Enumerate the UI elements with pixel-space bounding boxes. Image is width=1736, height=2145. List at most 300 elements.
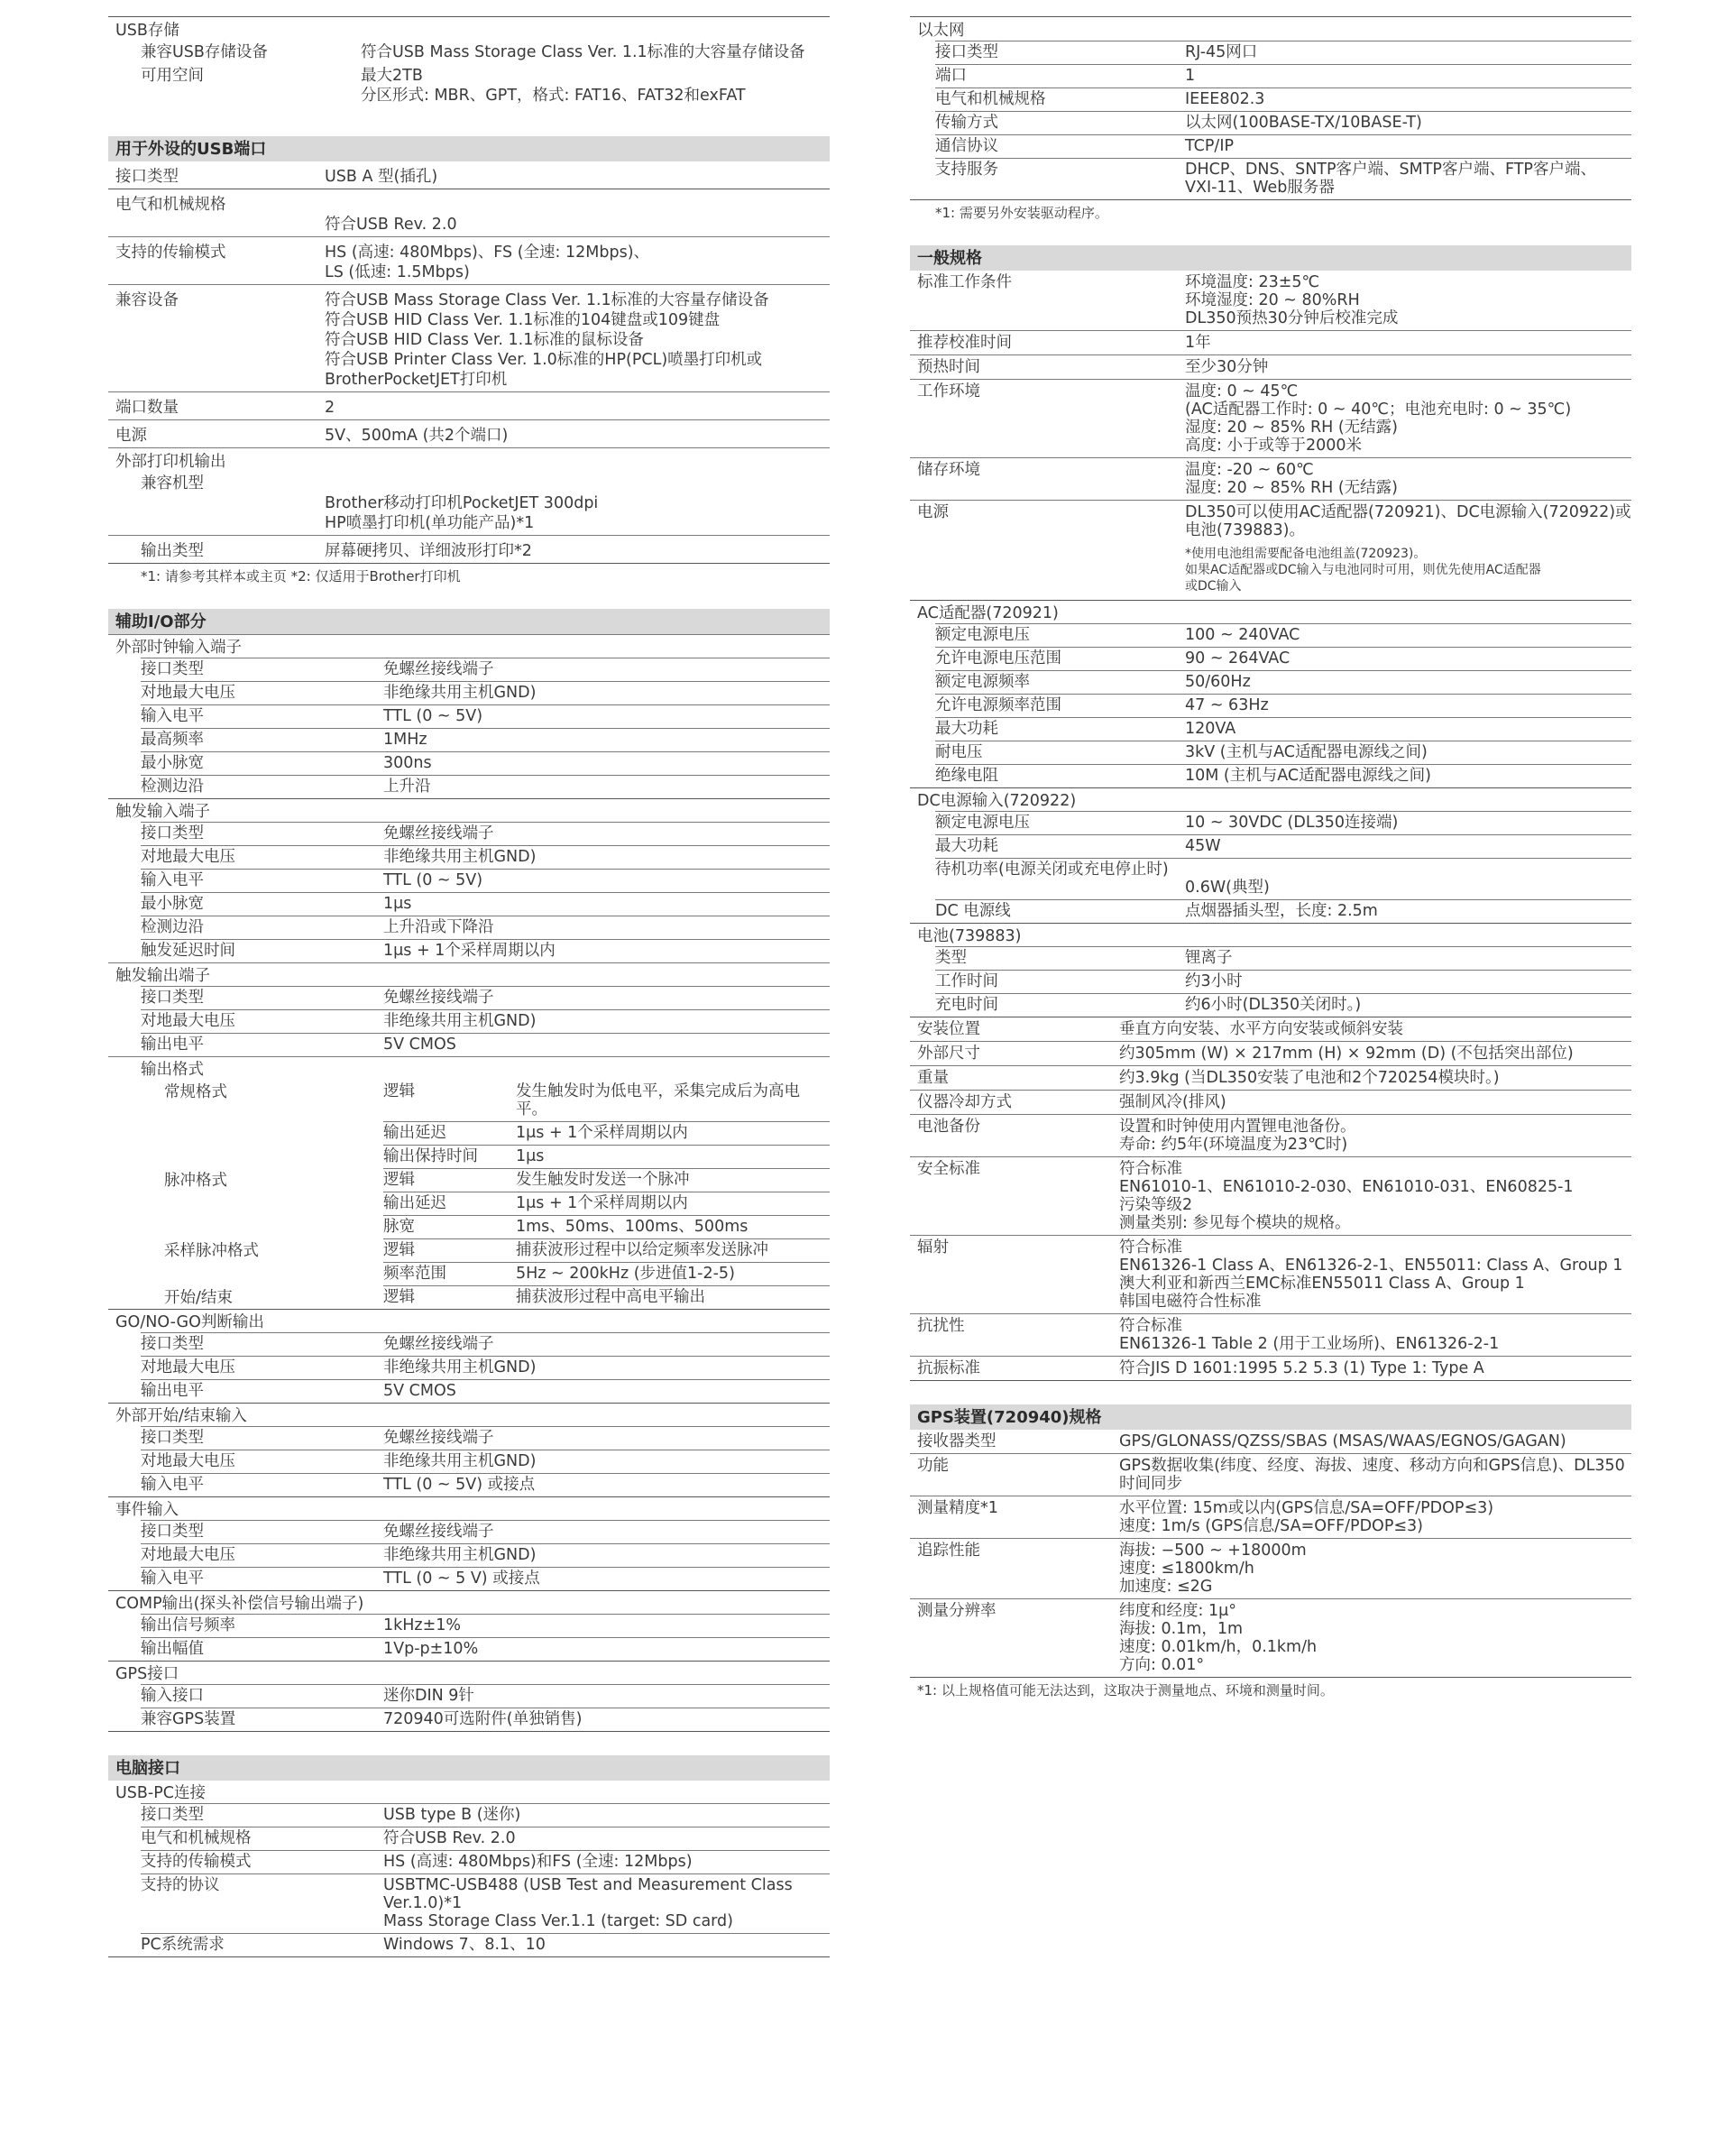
spec-label: 接口类型 (935, 43, 998, 61)
spec-row (108, 728, 830, 751)
spec-value: RJ-45网口 (1185, 43, 1258, 61)
spec-value: 非绝缘共用主机GND) (383, 848, 537, 866)
spec-value: HS (高速: 480Mbps)、FS (全速: 12Mbps)、 LS (低速: 1.5Mbps) (325, 244, 650, 281)
spec-row (910, 158, 1631, 199)
row-divider (141, 1033, 830, 1034)
row-divider (935, 694, 1631, 695)
spec-row (108, 1473, 830, 1496)
spec-label: 工作时间 (935, 972, 998, 990)
spec-label: 最高频率 (141, 731, 204, 749)
spec-value: 发生触发时为低电平，采集完成后为高电 平。 (516, 1082, 800, 1119)
spec-row (108, 391, 830, 419)
row-divider (935, 970, 1631, 971)
row-divider (141, 1426, 830, 1427)
spec-value: TTL (0 ~ 5V) 或接点 (383, 1476, 536, 1494)
spec-label: 端口数量 (115, 399, 179, 417)
row-divider (935, 64, 1631, 65)
spec-label: 接口类型 (141, 1429, 204, 1447)
spec-row (910, 811, 1631, 834)
spec-row (108, 474, 830, 535)
spec-row (910, 500, 1631, 600)
spec-value: TTL (0 ~ 5V) (383, 871, 483, 889)
spec-row (910, 946, 1631, 970)
spec-label: 电源 (115, 427, 147, 445)
row-divider (383, 1262, 830, 1263)
footnote: *1: 请参考其样本或主页 *2: 仅适用于Brother打印机 (108, 563, 830, 585)
spec-row (108, 189, 830, 236)
spec-label: 允许电源电压范围 (935, 649, 1061, 667)
spec-label: 电源 (917, 503, 949, 521)
spec-label: 对地最大电压 (141, 1546, 235, 1564)
spec-row (910, 717, 1631, 741)
spec-label: 耐电压 (935, 743, 983, 761)
spec-label: 储存环境 (917, 461, 980, 479)
spec-row (108, 284, 830, 391)
spec-value: 捕获波形过程中高电平输出 (516, 1288, 705, 1306)
spec-label: 输出信号频率 (141, 1616, 235, 1634)
spec-row (108, 1873, 830, 1933)
spec-label: 兼容机型 (141, 474, 204, 493)
row-divider (141, 1332, 830, 1333)
spec-row (910, 1313, 1631, 1356)
spec-value: 以太网(100BASE-TX/10BASE-T) (1185, 114, 1422, 132)
group-title: GPS接口 (115, 1665, 179, 1683)
spec-row (108, 1637, 830, 1661)
spec-label: 对地最大电压 (141, 1012, 235, 1030)
group-title-row (108, 1309, 830, 1332)
spec-value: 约6小时(DL350关闭时。) (1185, 996, 1362, 1014)
footnote: *1: 以上规格值可能无法达到，这取决于测量地点、环境和测量时间。 (910, 1677, 1631, 1699)
spec-value: 1μs + 1个采样周期以内 (516, 1124, 688, 1142)
left-column (108, 16, 830, 1957)
spec-label: 接口类型 (141, 989, 204, 1007)
spec-value: 最大2TB 分区形式: MBR、GPT，格式: FAT16、FAT32和exFAT (361, 67, 746, 105)
spec-value: 免螺丝接线端子 (383, 1429, 494, 1447)
spec-row (108, 1933, 830, 1957)
spec-label: 接口类型 (141, 660, 204, 678)
row-divider (141, 681, 830, 682)
spec-row (108, 751, 830, 775)
spec-row (910, 87, 1631, 111)
spec-label: 输入电平 (141, 707, 204, 725)
spec-label: 测量精度*1 (917, 1499, 998, 1517)
spec-value: 5V CMOS (383, 1382, 456, 1400)
row-divider (935, 623, 1631, 624)
row-divider (141, 1520, 830, 1521)
row-divider (141, 822, 830, 823)
spec-value: 符合标准 EN61326-1 Table 2 (用于工业场所)、EN61326-2-1 (1119, 1317, 1500, 1353)
spec-label: 输入接口 (141, 1687, 204, 1705)
spec-value: 约3小时 (1185, 972, 1243, 990)
spec-value: 非绝缘共用主机GND) (383, 684, 537, 702)
spec-label: 输出类型 (141, 542, 204, 560)
spec-value: 强制风冷(排风) (1119, 1093, 1226, 1111)
spec-value: TTL (0 ~ 5V) (383, 707, 483, 725)
spec-label: 逻辑 (383, 1288, 415, 1306)
usb-peripheral-section (108, 161, 830, 585)
pc-port-section (108, 1781, 830, 1957)
spec-row (108, 1379, 830, 1403)
spec-label: 辐射 (917, 1238, 949, 1257)
spec-value: 温度: -20 ~ 60℃ 湿度: 20 ~ 85% RH (无结露) (1185, 461, 1399, 497)
spec-value: 非绝缘共用主机GND) (383, 1452, 537, 1470)
spec-row (910, 1090, 1631, 1114)
group-title-row (108, 1590, 830, 1614)
spec-row (108, 1192, 830, 1215)
spec-row (108, 1614, 830, 1637)
right-column (910, 16, 1631, 1699)
spec-label: 兼容USB存储设备 (141, 43, 268, 61)
row-divider (141, 1614, 830, 1615)
spec-label: 对地最大电压 (141, 684, 235, 702)
row-divider (383, 1168, 830, 1169)
spec-value: 10M (主机与AC适配器电源线之间) (1185, 767, 1431, 785)
spec-row (108, 1708, 830, 1732)
spec-value: 10 ~ 30VDC (DL350连接端) (1185, 814, 1399, 832)
spec-label: 接收器类型 (917, 1432, 997, 1450)
spec-label: 频率范围 (383, 1265, 446, 1283)
spec-label: 最小脉宽 (141, 895, 204, 913)
spec-value: 符合USB Mass Storage Class Ver. 1.1标准的大容量存储设备 (361, 43, 805, 61)
spec-row (910, 271, 1631, 330)
row-divider (935, 670, 1631, 671)
spec-label: 额定电源电压 (935, 626, 1030, 644)
spec-row (910, 457, 1631, 500)
format-title: 脉冲格式 (164, 1172, 227, 1190)
row-divider (141, 869, 830, 870)
spec-value: 100 ~ 240VAC (1185, 626, 1300, 644)
row-divider (935, 87, 1631, 88)
spec-row (108, 1684, 830, 1708)
spec-label: 对地最大电压 (141, 1452, 235, 1470)
spec-value: 1μs (516, 1147, 545, 1165)
group-title-row (108, 1661, 830, 1684)
format-title: 常规格式 (164, 1083, 227, 1101)
spec-label: 安装位置 (917, 1020, 980, 1038)
spec-value: 50/60Hz (1185, 673, 1251, 691)
row-divider (935, 811, 1631, 812)
row-divider (141, 1567, 830, 1568)
row-divider (141, 1684, 830, 1685)
spec-label: 预热时间 (917, 358, 980, 376)
spec-row (108, 1543, 830, 1567)
spec-value: 符合USB Mass Storage Class Ver. 1.1标准的大容量存储设备 符合USB HID Class Ver. 1.1标准的104键盘或109键盘 符合USB HID Class Ver. 1.1标准的鼠标设备 符合USB Printer Class Ver. 1.0标准的HP(PCL)喷墨打印机或 BrotherPocketJET打印机 (325, 291, 769, 389)
spec-value: 符合JIS D 1601:1995 5.2 5.3 (1) Type 1: Type A (1119, 1359, 1484, 1377)
spec-value: 点烟器插头型，长度: 2.5m (1185, 902, 1378, 920)
spec-label: 对地最大电压 (141, 848, 235, 866)
general-section (910, 271, 1631, 1381)
spec-value: 1μs + 1个采样周期以内 (516, 1194, 688, 1212)
spec-value: 3kV (主机与AC适配器电源线之间) (1185, 743, 1428, 761)
spec-row (108, 1215, 830, 1238)
spec-row (108, 236, 830, 284)
spec-row (910, 741, 1631, 764)
group-title: 触发输出端子 (115, 967, 210, 985)
spec-label: 外部尺寸 (917, 1045, 980, 1063)
printer-group-title: 外部打印机输出 (115, 453, 226, 471)
row-divider (141, 1850, 830, 1851)
row-divider (141, 1009, 830, 1010)
spec-row (910, 993, 1631, 1017)
spec-label: 接口类型 (115, 168, 179, 186)
aux-io-header: 辅助I/O部分 (108, 609, 830, 634)
spec-label: 最大功耗 (935, 720, 998, 738)
spec-label: 输入电平 (141, 1570, 204, 1588)
spec-row (108, 161, 830, 189)
spec-value: TCP/IP (1185, 137, 1235, 155)
spec-value: 90 ~ 264VAC (1185, 649, 1291, 667)
row-divider (935, 899, 1631, 900)
spec-row (108, 939, 830, 962)
spec-row (108, 41, 830, 64)
spec-row (108, 658, 830, 681)
row-divider (141, 728, 830, 729)
spec-value: 捕获波形过程中以给定频率发送脉冲 (516, 1241, 768, 1259)
spec-label: 检测边沿 (141, 918, 204, 936)
spec-label: PC系统需求 (141, 1936, 225, 1954)
spec-row (910, 111, 1631, 134)
spec-value: 免螺丝接线端子 (383, 1523, 494, 1541)
spec-row (108, 775, 830, 798)
spec-value: 垂直方向安装、水平方向安装或倾斜安装 (1119, 1020, 1403, 1038)
spec-value: 水平位置: 15m或以内(GPS信息/SA=OFF/PDOP≤3) 速度: 1m/s (GPS信息/SA=OFF/PDOP≤3) (1119, 1499, 1494, 1535)
spec-value: 47 ~ 63Hz (1185, 696, 1269, 714)
spec-value: 符合标准 EN61010-1、EN61010-2-030、EN61010-031、EN60825-1 污染等级2 测量类别: 参见每个模块的规格。 (1119, 1160, 1574, 1232)
spec-value: 1Vp-p±10% (383, 1640, 479, 1658)
spec-label: 支持服务 (935, 161, 998, 179)
spec-label: 最小脉宽 (141, 754, 204, 772)
spec-row (910, 970, 1631, 993)
group-title-row (108, 1496, 830, 1520)
spec-label: 输入电平 (141, 1476, 204, 1494)
spec-label: 推荐校准时间 (917, 334, 1012, 352)
spec-value: 纬度和经度: 1μ° 海拔: 0.1m，1m 速度: 0.01km/h，0.1km/h 方向: 0.01° (1119, 1602, 1318, 1674)
spec-value: 1μs + 1个采样周期以内 (383, 942, 556, 960)
spec-row (108, 1121, 830, 1145)
spec-label: 触发延迟时间 (141, 942, 235, 960)
row-divider (383, 1285, 830, 1286)
spec-label: 输出幅值 (141, 1640, 204, 1658)
spec-row (910, 858, 1631, 899)
spec-value: 温度: 0 ~ 45℃ (AC适配器工作时: 0 ~ 40℃；电池充电时: 0 ~ 35℃) 湿度: 20 ~ 85% RH (无结露) 高度: 小于或等于2000米 (1185, 382, 1572, 455)
spec-row (910, 764, 1631, 787)
general-rows (910, 271, 1631, 1381)
spec-value: USBTMC-USB488 (USB Test and Measurement Class Ver.1.0)*1 Mass Storage Class Ver.1.1 (target: SD card) (383, 1876, 793, 1930)
spec-value: IEEE802.3 (1185, 90, 1265, 108)
spec-value: 约3.9kg (当DL350安装了电池和2个720254模块时。) (1119, 1069, 1500, 1087)
usb-storage-title: USB存储 (115, 22, 179, 40)
spec-row (108, 1285, 830, 1309)
spec-row (108, 916, 830, 939)
row-divider (935, 717, 1631, 718)
spec-label: 输出延迟 (383, 1194, 446, 1212)
spec-label: 抗扰性 (917, 1317, 965, 1335)
spec-row (910, 1453, 1631, 1496)
row-divider (141, 1803, 830, 1804)
group-title: 外部时钟输入端子 (115, 639, 242, 657)
spec-row (910, 1538, 1631, 1598)
group-title: USB-PC连接 (115, 1784, 207, 1802)
spec-row (910, 64, 1631, 87)
group-title: 触发输入端子 (115, 803, 210, 821)
spec-row (108, 419, 830, 447)
row-divider (141, 1873, 830, 1874)
spec-value: 免螺丝接线端子 (383, 660, 494, 678)
group-title: AC适配器(720921) (917, 604, 1059, 622)
row-divider (141, 1933, 830, 1934)
spec-value: 符合USB Rev. 2.0 (325, 216, 457, 234)
spec-label: 电池备份 (917, 1118, 980, 1136)
spec-value: USB type B (迷你) (383, 1806, 521, 1824)
spec-label: 脉宽 (383, 1218, 415, 1236)
row-divider (383, 1145, 830, 1146)
usb-peripheral-header: 用于外设的USB端口 (108, 136, 830, 161)
spec-value: 发生触发时发送一个脉冲 (516, 1171, 690, 1189)
group-title-row (910, 787, 1631, 811)
group-title-row (108, 1781, 830, 1803)
spec-value: 5Hz ~ 200kHz (步进值1-2-5) (516, 1265, 735, 1283)
spec-label: 输出延迟 (383, 1124, 446, 1142)
printer-group-title-row (108, 447, 830, 474)
pc-port-rows (108, 1781, 830, 1957)
spec-label: 仪器冷却方式 (917, 1093, 1012, 1111)
spec-value: 1kHz±1% (383, 1616, 462, 1634)
spec-value: 1 (1185, 67, 1196, 85)
spec-row (108, 535, 830, 563)
spec-value: 1μs (383, 895, 412, 913)
spec-label: 输出保持时间 (383, 1147, 478, 1165)
spec-value: 屏幕硬拷贝、详细波形打印*2 (325, 542, 532, 560)
spec-row (910, 330, 1631, 354)
spec-label: 重量 (917, 1069, 949, 1087)
spec-row (910, 41, 1631, 64)
spec-label: 安全标准 (917, 1160, 980, 1178)
spec-row (108, 1080, 830, 1121)
spec-row (108, 986, 830, 1009)
spec-value: 符合标准 EN61326-1 Class A、EN61326-2-1、EN55011: Class A、Group 1 澳大利亚和新西兰EMC标准EN55011 Class A、Group 1 韩国电磁符合性标准 (1119, 1238, 1623, 1311)
spec-row (910, 834, 1631, 858)
spec-label: 逻辑 (383, 1082, 415, 1100)
usb-storage-section (108, 16, 830, 113)
spec-value: 免螺丝接线端子 (383, 989, 494, 1007)
spec-row (108, 1009, 830, 1033)
spec-label: 接口类型 (141, 824, 204, 842)
row-divider (935, 764, 1631, 765)
spec-label: 额定电源频率 (935, 673, 1030, 691)
spec-row (108, 1356, 830, 1379)
gps-header: GPS装置(720940)规格 (910, 1404, 1631, 1430)
spec-label: 兼容设备 (115, 291, 179, 309)
spec-row (910, 694, 1631, 717)
spec-value: DHCP、DNS、SNTP客户端、SMTP客户端、FTP客户端、 VXI-11、Web服务器 (1185, 161, 1596, 197)
spec-row (108, 1332, 830, 1356)
group-title-row (108, 1056, 830, 1080)
spec-label: 逻辑 (383, 1171, 415, 1189)
spec-row (910, 1430, 1631, 1453)
row-divider (141, 892, 830, 893)
spec-value: 符合USB Rev. 2.0 (383, 1829, 516, 1847)
spec-row (108, 1450, 830, 1473)
spec-row (108, 1850, 830, 1873)
spec-value: 免螺丝接线端子 (383, 1335, 494, 1353)
spec-value: GPS数据收集(纬度、经度、海拔、速度、移动方向和GPS信息)、DL350 时间同步 (1119, 1457, 1625, 1493)
row-divider (141, 1637, 830, 1638)
spec-row (910, 354, 1631, 379)
spec-value: 0.6W(典型) (1185, 879, 1270, 897)
spec-row (910, 1356, 1631, 1381)
spec-label: 电气和机械规格 (141, 1829, 252, 1847)
spec-value: 5V CMOS (383, 1036, 456, 1054)
spec-row (108, 1827, 830, 1850)
spec-value: 锂离子 (1185, 949, 1233, 967)
spec-label: 工作环境 (917, 382, 980, 400)
ethernet-section (910, 16, 1631, 222)
spec-value: 环境温度: 23±5℃ 环境湿度: 20 ~ 80%RH DL350预热30分钟后校准完成 (1185, 273, 1399, 327)
spec-value: 非绝缘共用主机GND) (383, 1012, 537, 1030)
spec-label: 接口类型 (141, 1523, 204, 1541)
spec-value: Brother移动打印机PocketJET 300dpi HP喷墨打印机(单功能产品)*1 (325, 494, 599, 532)
spec-value: Windows 7、8.1、10 (383, 1936, 546, 1954)
spec-label: 传输方式 (935, 114, 998, 132)
spec-label: 电气和机械规格 (935, 90, 1046, 108)
spec-label: 支持的传输模式 (141, 1853, 252, 1871)
row-divider (141, 1356, 830, 1357)
row-divider (935, 834, 1631, 835)
spec-label: DC 电源线 (935, 902, 1011, 920)
spec-value: 720940可选附件(单独销售) (383, 1710, 583, 1728)
row-divider (141, 845, 830, 846)
group-title-row (910, 600, 1631, 623)
spec-value: 5V、500mA (共2个端口) (325, 427, 509, 445)
spec-row (910, 670, 1631, 694)
spec-value: 迷你DIN 9针 (383, 1687, 474, 1705)
spec-label: 输出电平 (141, 1036, 204, 1054)
spec-value: 非绝缘共用主机GND) (383, 1546, 537, 1564)
group-title: GO/NO-GO判断输出 (115, 1313, 264, 1331)
row-divider (141, 1543, 830, 1544)
spec-label: 额定电源电压 (935, 814, 1030, 832)
spec-row (108, 1262, 830, 1285)
spec-label: 测量分辨率 (917, 1602, 997, 1620)
spec-label: 兼容GPS装置 (141, 1710, 236, 1728)
spec-label: 端口 (935, 67, 967, 85)
group-title-row (108, 634, 830, 658)
group-title-row (108, 1403, 830, 1426)
power-note: *使用电池组需要配备电池组盖(720923)。 如果AC适配器或DC输入与电池同时可用，则优先使用AC适配器 或DC输入 (1185, 547, 1541, 594)
row-divider (935, 158, 1631, 159)
ethernet-rows (910, 41, 1631, 199)
spec-row (108, 892, 830, 916)
spec-row (108, 1426, 830, 1450)
gps-section (910, 1430, 1631, 1699)
spec-label: 接口类型 (141, 1335, 204, 1353)
spec-row (108, 869, 830, 892)
spec-row (108, 681, 830, 704)
spec-label: 可用空间 (141, 67, 204, 85)
group-title: 电池(739883) (917, 927, 1022, 945)
spec-value: 上升沿 (383, 778, 431, 796)
spec-label: 待机功率(电源关闭或充电停止时) (935, 861, 1169, 879)
spec-value: 1年 (1185, 334, 1211, 352)
spec-label: 标准工作条件 (917, 273, 1012, 291)
row-divider (935, 946, 1631, 947)
row-divider (383, 1215, 830, 1216)
row-divider (141, 939, 830, 940)
spec-label: 对地最大电压 (141, 1358, 235, 1376)
group-title: COMP输出(探头补偿信号输出端子) (115, 1595, 364, 1613)
spec-label: 检测边沿 (141, 778, 204, 796)
footnote: *1: 需要另外安装驱动程序。 (910, 199, 1631, 222)
